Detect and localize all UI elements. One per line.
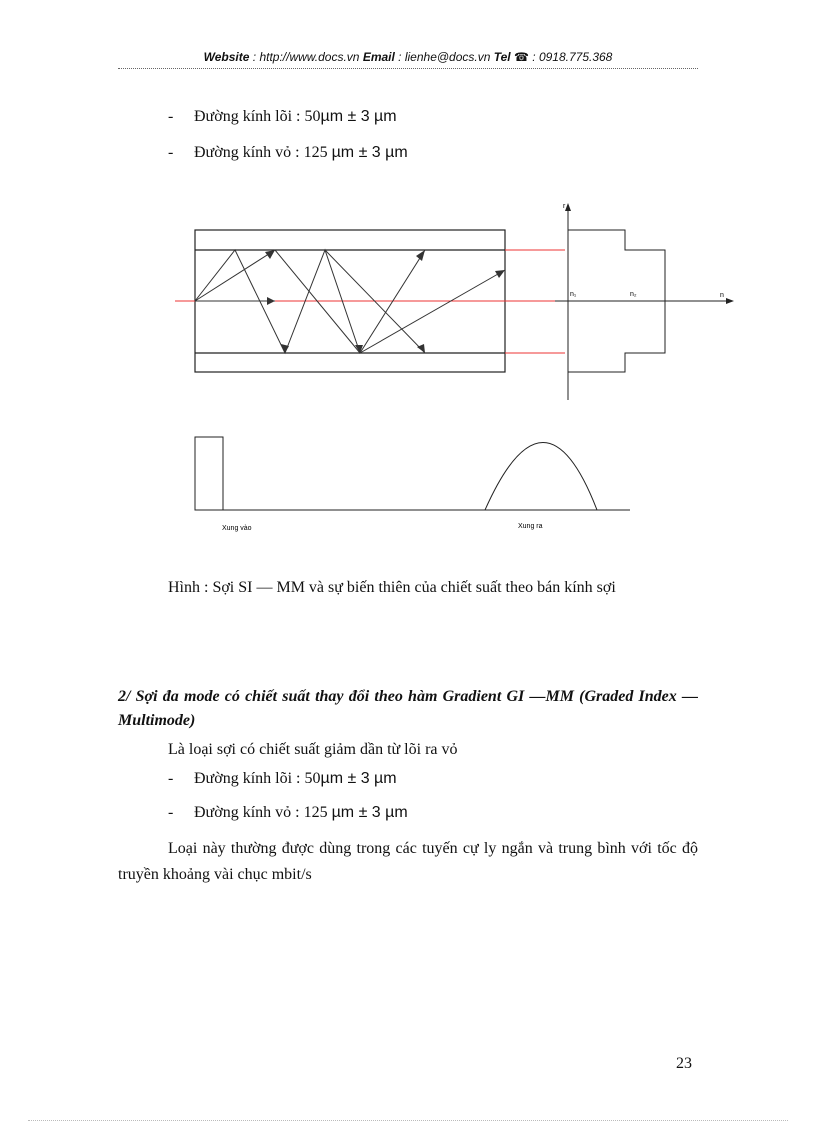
arrow-head — [265, 250, 275, 259]
zigzag-ray — [360, 270, 505, 353]
output-pulse-label: Xung ra — [518, 523, 543, 530]
tel-label: Tel — [493, 50, 511, 64]
output-pulse — [485, 443, 597, 511]
header-divider — [118, 68, 698, 69]
page-number: 23 — [676, 1055, 692, 1072]
section-intro: Là loại sợi có chiết suất giảm dần từ lõi ra vỏ — [168, 741, 458, 758]
email-label: Email — [362, 50, 395, 64]
arrow-head — [267, 297, 275, 305]
bullet-cladding-diameter-2 — [168, 804, 408, 822]
bullet-dash: - — [168, 144, 174, 161]
bullet-text: Đường kính vỏ : 125 — [194, 144, 332, 161]
website-value: : http://www.docs.vn — [249, 50, 363, 64]
footer-divider — [28, 1120, 788, 1121]
bullet-unit: µm ± 3 µm — [320, 108, 397, 125]
n2-label: n₂ — [630, 291, 637, 298]
bullet-text: Đường kính lõi : 50 — [194, 770, 321, 787]
bullet-unit: µm ± 3 µm — [331, 804, 408, 821]
bullet-core-diameter — [168, 108, 397, 126]
input-pulse — [195, 437, 223, 510]
bullet-dash: - — [168, 770, 174, 787]
figure-caption: Hình : Sợi SI — MM và sự biến thiên của chiết suất theo bán kính sợi — [168, 579, 616, 596]
arrow-head — [495, 270, 505, 278]
bullet-dash: - — [168, 804, 174, 821]
section-heading: 2/ Sợi đa mode có chiết suất thay đổi theo hàm Gradient GI —MM (Graded Index —Multimode) — [118, 688, 698, 729]
bullet-unit: µm ± 3 µm — [331, 144, 408, 161]
input-pulse-label: Xung vào — [222, 525, 252, 532]
section-paragraph: Loại này thường được dùng trong các tuyến cự ly ngắn và trung bình với tốc độ truyền khoảng vài chục mbit/s — [118, 840, 698, 883]
n-axis-label: n — [720, 292, 724, 299]
tel-value: : 0918.775.368 — [528, 50, 613, 64]
bullet-core-diameter-2 — [168, 770, 397, 788]
arrow-head — [416, 250, 425, 261]
arrow-head — [726, 298, 734, 304]
page-header — [118, 50, 698, 64]
arrow-head — [565, 203, 571, 211]
bullet-text: Đường kính lõi : 50 — [194, 108, 321, 125]
fiber-diagram — [160, 195, 740, 540]
r-axis-label: r — [563, 203, 566, 210]
phone-icon: ☎ — [510, 50, 529, 64]
bullet-dash: - — [168, 108, 174, 125]
bullet-cladding-diameter — [168, 144, 408, 162]
zigzag-ray — [195, 250, 275, 301]
n1-label: n₁ — [570, 291, 577, 298]
bullet-text: Đường kính vỏ : 125 — [194, 804, 332, 821]
website-label: Website — [203, 50, 250, 64]
bullet-unit: µm ± 3 µm — [320, 770, 397, 787]
email-value: : lienhe@docs.vn — [394, 50, 494, 64]
